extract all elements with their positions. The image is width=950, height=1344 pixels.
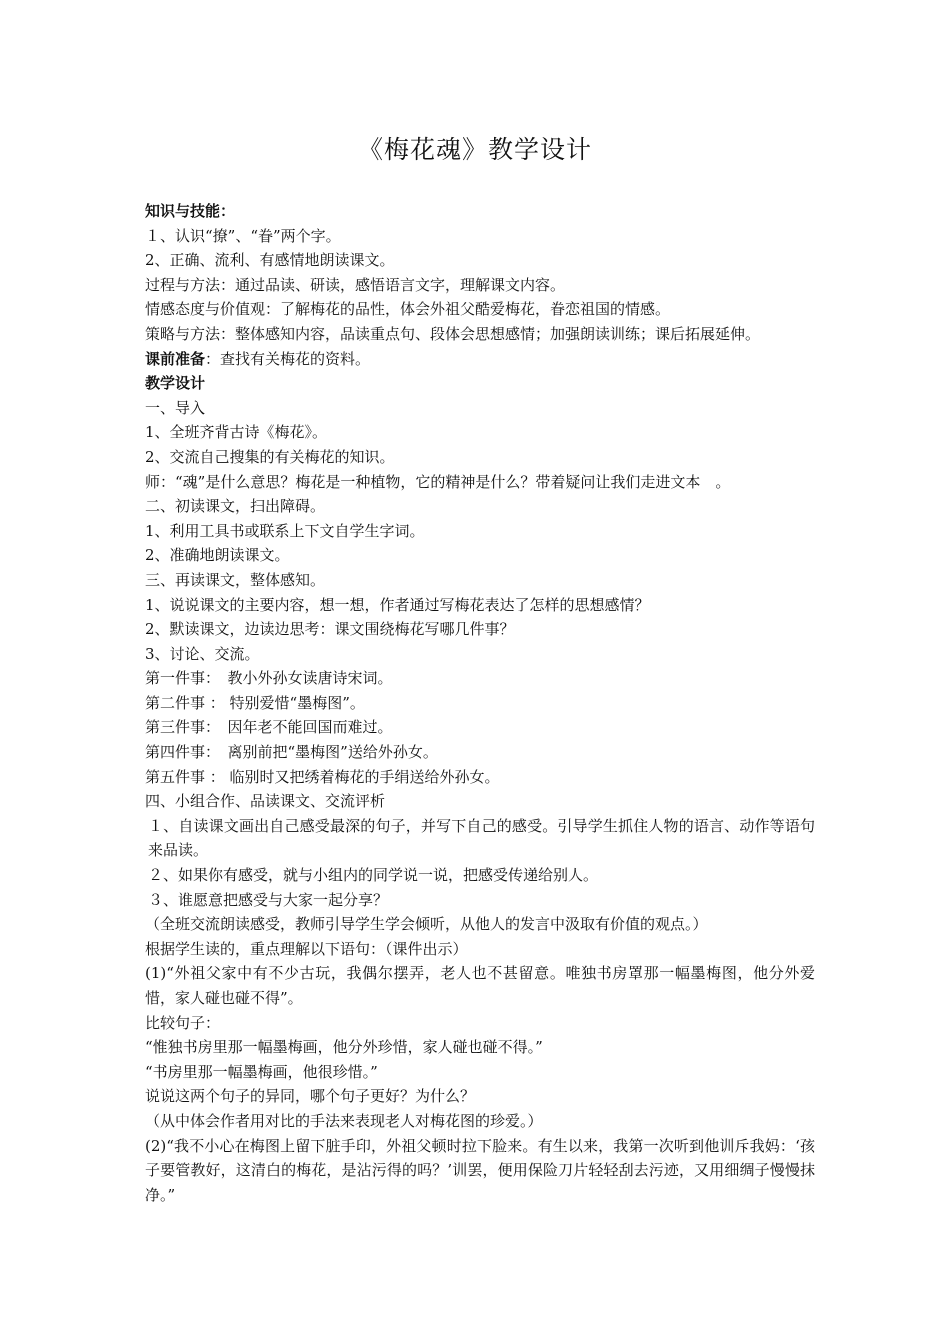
preparation-paragraph [145,347,815,372]
compare-line: 说说这两个句子的异同，哪个句子更好？为什么？ [145,1087,476,1106]
event-item: 第四件事： 离别前把“墨梅图”送给外孙女。 [145,743,438,762]
preparation-label: 课前准备 [145,349,206,368]
section-item: 2、交流自己搜集的有关梅花的知识。 [145,447,395,466]
compare-line: “书房里那一幅墨梅画，他很珍惜。” [145,1062,378,1081]
section-heading: 三、再读课文，整体感知。 [145,570,326,589]
section-heading: 四、小组合作、品读课文、交流评析 [145,792,386,811]
preparation-text: ：查找有关梅花的资料。 [205,349,371,368]
event-item: 第三件事： 因年老不能回国而难过。 [145,718,393,737]
section-item: ２、如果你有感受，就与小组内的同学说一说，把感受传递给别人。 [148,866,599,885]
section-heading: 一、导入 [145,398,206,417]
objective-item: 情感态度与价值观：了解梅花的品性，体会外祖父酷爱梅花，眷恋祖国的情感。 [145,300,671,319]
section-item: ３、谁愿意把感受与大家一起分享？ [148,890,389,909]
design-heading: 教学设计 [145,374,206,393]
section-item: 3、讨论、交流。 [145,644,260,663]
section-item: 1、利用工具书或联系上下文自学生字词。 [145,521,425,540]
document-title: 《梅花魂》教学设计 [357,135,592,164]
section-item: 2、准确地朗读课文。 [145,546,290,565]
compare-line: （从中体会作者用对比的手法来表现老人对梅花图的珍爱。） [145,1111,543,1130]
section-item: １、自读课文画出自己感受最深的句子，并写下自己的感受。引导学生抓住人物的语言、动作等语句来品读。 [148,816,815,860]
section-item: 1、说说课文的主要内容，想一想，作者通过写梅花表达了怎样的思想感情？ [145,595,650,614]
document-body [145,199,815,1207]
section-item: 根据学生读的，重点理解以下语句：（课件出示） [145,939,468,958]
section-heading: 二、初读课文，扫出障碍。 [145,497,326,516]
objective-item: 过程与方法：通过品读、研读，感悟语言文字，理解课文内容。 [145,275,566,294]
event-item: 第五件事 ： 临别时又把绣着梅花的手绢送给外孙女。 [145,767,500,786]
section-item: 师：“魂”是什么意思？梅花是一种植物，它的精神是什么？带着疑问让我们走进文本 。 [145,472,731,491]
section-item: （全班交流朗读感受，教师引导学生学会倾听，从他人的发言中汲取有价值的观点。） [145,915,708,934]
section-item: 1、全班齐背古诗《梅花》。 [145,423,328,442]
event-item: 第二件事 ： 特别爱惜“墨梅图”。 [145,693,365,712]
event-item: 第一件事： 教小外孙女读唐诗宋词。 [145,669,393,688]
compare-line: “惟独书房里那一幅墨梅画，他分外珍惜，家人碰也碰不得。” [145,1038,543,1057]
objective-item: 策略与方法：整体感知内容，品读重点句、段体会思想感情；加强朗读训练；课后拓展延伸。 [145,324,761,343]
compare-line: 比较句子： [145,1013,221,1032]
section-item: 2、默读课文，边读边思考：课文围绕梅花写哪几件事？ [145,620,515,639]
objective-item: 2、正确、流利、有感情地朗读课文。 [145,251,395,270]
objectives-heading: 知识与技能： [145,202,236,220]
quote-paragraph: (1)“外祖父家中有不少古玩，我偶尔摆弄，老人也不甚留意。唯独书房罩那一幅墨梅图，他分外爱惜，家人碰也碰不得”。 [145,964,815,1007]
objective-item: １、认识“撩”、“眷”两个字。 [145,226,341,245]
quote-paragraph: (2)“我不小心在梅图上留下脏手印，外祖父顿时拉下脸来。有生以来，我第一次听到他训斥我妈：‘孩子要管教好，这清白的梅花，是沾污得的吗？’训罢，便用保险刀片轻轻刮去污迹，又用细绸子慢慢抹净。” [145,1136,815,1204]
